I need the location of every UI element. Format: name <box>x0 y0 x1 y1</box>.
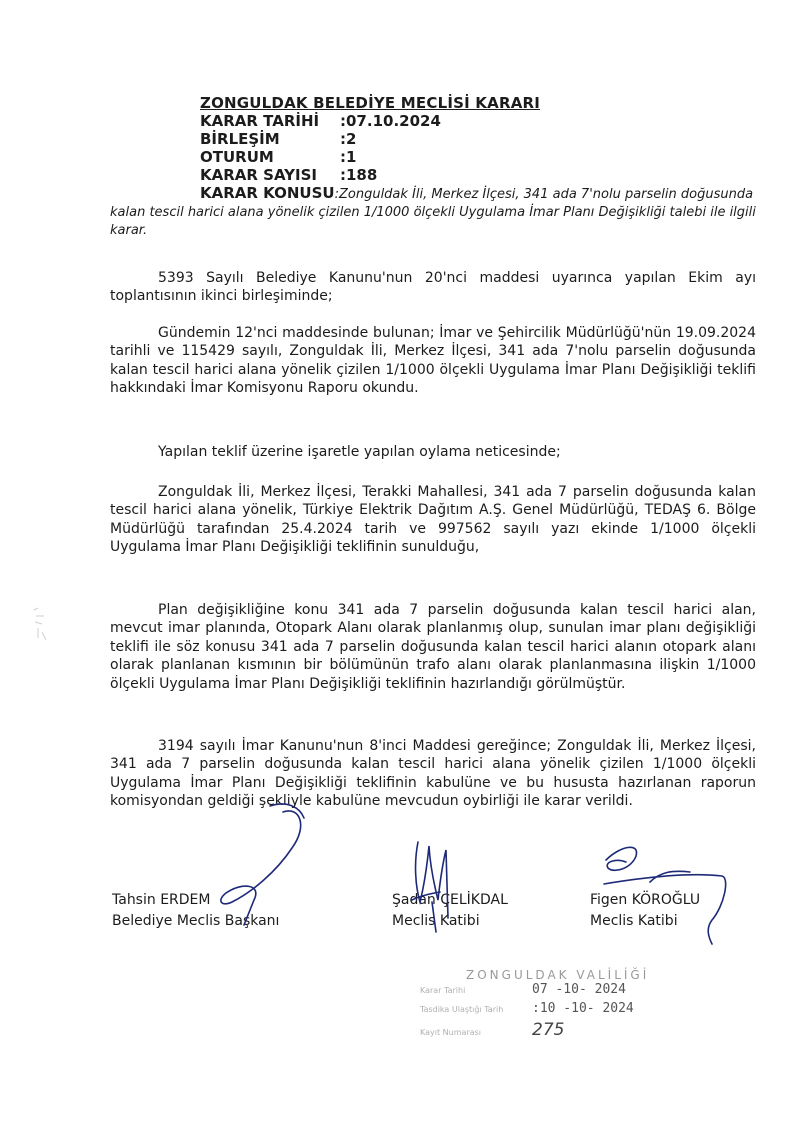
governorship-stamp <box>420 968 649 1039</box>
stamp-decision-date-label: Karar Tarihi <box>420 986 466 995</box>
stamp-row-approval-date <box>420 1001 649 1020</box>
paragraph-5-text: Plan değişikliğine konu 341 ada 7 parselin doğusunda kalan tescil harici alan, mevcut imar planında, Otopark Alanı olarak planlanmış olup, sunulan imar planı değişikliği teklifi ile söz konusu 341 ada 7 parselin doğusunda kalan tescil harici alanın otopark alanı olarak planlanan kısmının bir bölümünün trafo alanı olarak planlanmasına ilişkin 1/1000 ölçekli Uygulama İmar Planı Değişikliği teklifinin hazırlandığı görülmüştür. <box>110 602 756 692</box>
decision-number-label: KARAR SAYISI <box>200 166 317 184</box>
stamp-approval-date-label: Tasdika Ulaştığı Tarih <box>420 1005 504 1014</box>
stamp-row-decision-date <box>420 982 649 1001</box>
decision-date-label: KARAR TARİHİ <box>200 112 320 130</box>
stamp-approval-date-value: :10 -10- 2024 <box>532 1001 634 1016</box>
chairman-title: Belediye Meclis Başkanı <box>112 913 280 929</box>
stamp-title: ZONGULDAK VALİLİĞİ <box>466 968 650 982</box>
paragraph-3-text: Yapılan teklif üzerine işaretle yapılan oylama neticesinde; <box>158 444 561 460</box>
decision-date-value: :07.10.2024 <box>340 112 441 130</box>
stamp-decision-date-value: 07 -10- 2024 <box>532 982 626 997</box>
stamp-registry-number-label: Kayıt Numarası <box>420 1028 481 1037</box>
paragraph-6-text: 3194 sayılı İmar Kanunu'nun 8'inci Maddesi gereğince; Zonguldak İli, Merkez İlçesi, 341 ada 7 parselin doğusunda kalan tescil harici alana yönelik çizilen 1/1000 ölçekli Uygulama İmar Planı Değişikliği teklifinin kabulüne ve bu hususta hazırlanan raporun komisyondan geldiği şekliyle kabulüne mevcudun oybirliği ile karar verildi. <box>110 738 756 810</box>
paragraph-2-text: Gündemin 12'nci maddesinde bulunan; İmar ve Şehircilik Müdürlüğü'nün 19.09.2024 tarihli ve 115429 sayılı, Zonguldak İli, Merkez İlçesi, 341 ada 7'nolu parselin doğusunda kalan tescil harici alana yönelik çizilen 1/1000 ölçekli Uygulama İmar Planı Değişikliği teklifi hakkındaki İmar Komisyonu Raporu okundu. <box>110 325 756 397</box>
chairman-name: Tahsin ERDEM <box>112 892 211 908</box>
signature-chairman-ink <box>221 804 304 925</box>
clerk-2-title: Meclis Katibi <box>590 913 678 929</box>
document-title: ZONGULDAK BELEDİYE MECLİSİ KARARI <box>200 94 541 112</box>
clerk-1-title: Meclis Katibi <box>392 913 480 929</box>
session-value: :2 <box>340 130 357 148</box>
stamp-registry-number-value: 275 <box>532 1020 565 1040</box>
decision-number-value: :188 <box>340 166 378 184</box>
stamp-row-registry-number <box>420 1020 649 1039</box>
sitting-label: OTURUM <box>200 148 274 166</box>
signature-clerk-2-ink <box>604 847 726 944</box>
paragraph-4-text: Zonguldak İli, Merkez İlçesi, Terakki Mahallesi, 341 ada 7 parselin doğusunda kalan tescil harici alana yönelik, Türkiye Elektrik Dağıtım A.Ş. Genel Müdürlüğü, TEDAŞ 6. Bölge Müdürlüğü tarafından 25.4.2024 tarih ve 997562 sayılı yazı ekinde 1/1000 ölçekli Uygulama İmar Planı Değişikliği teklifinin sunulduğu, <box>110 484 756 556</box>
clerk-2-name: Figen KÖROĞLU <box>590 892 701 908</box>
session-label: BİRLEŞİM <box>200 130 280 148</box>
paragraph-1-text: 5393 Sayılı Belediye Kanunu'nun 20'nci maddesi uyarınca yapılan Ekim ayı toplantısının ikinci birleşiminde; <box>110 270 756 305</box>
subject-value: :Zonguldak İli, Merkez İlçesi, 341 ada 7'nolu parselin doğusunda kalan tescil harici alana yönelik çizilen 1/1000 ölçekli Uygulama İmar Planı Değişikliği talebi ile ilgili karar. <box>110 187 756 238</box>
clerk-1-name: Şadan ÇELİKDAL <box>392 892 508 908</box>
sitting-value: :1 <box>340 148 357 166</box>
subject-label: KARAR KONUSU <box>200 184 335 202</box>
signature-clerk-1-ink <box>412 842 448 932</box>
